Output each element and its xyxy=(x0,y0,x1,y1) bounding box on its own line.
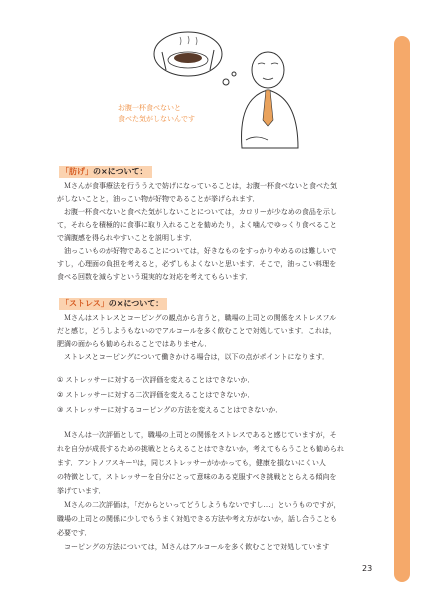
body-line: ます．アントノフスキー¹⁾は，同じストレッサーがかかっても，健康を損ないにくい人 xyxy=(57,459,326,467)
thought-bubble-dot xyxy=(223,79,229,85)
man-thinking-about-steak-illustration xyxy=(146,30,306,150)
body-line: 職場の上司との関係に少しでもうまく対処できる方法や考え方がないか，話し合うことも xyxy=(57,515,337,523)
list-item: ② ストレッサーに対する二次評価を変えることはできないか． xyxy=(57,391,255,399)
body-line: コーピングの方法については，Ｍさんはアルコールを多く飲むことで対処しています xyxy=(57,543,330,551)
thought-bubble-dot xyxy=(232,72,236,76)
heading-accent: 「ストレス」 xyxy=(61,299,109,308)
body-line: の特徴として，ストレッサーを自分にとって意味のある克服すべき挑戦ととらえる傾向を xyxy=(57,473,337,481)
body-line: すし，心理面の負担を考えると，必ずしもよくないと思います．そこで，油っこい料理を xyxy=(57,260,337,268)
body-line: 必要です． xyxy=(57,529,92,537)
page-number: 23 xyxy=(362,564,373,573)
body-line: がしないことと，油っこい物が好物であることが挙げられます． xyxy=(57,195,260,203)
body-line: 油っこいものが好物であることについては，好きなものをすっかりやめるのは難しいで xyxy=(57,247,337,255)
body-line: Ｍさんは一次評価として，職場の上司との関係をストレスであると感じていますが，そ xyxy=(57,431,337,439)
body-line: 挙げています． xyxy=(57,487,106,495)
heading-rest: の×について： xyxy=(108,299,164,308)
body-line: て，それらを積極的に食事に取り入れることを勧めたり，よく噛んでゆっくり食べること xyxy=(57,221,337,229)
body-line: れを自分が成長するための挑戦ととらえることはできないか，考えてもらうことも勧められ xyxy=(57,445,344,453)
illustration-caption xyxy=(118,103,238,125)
body-line: 食べる回数を減らすという現実的な対応を考えてもらいます． xyxy=(57,273,253,281)
man-head xyxy=(252,52,284,88)
body-line: ストレスとコーピングについて働きかける場合は，以下の点がポイントになります． xyxy=(57,353,329,361)
list-item: ① ストレッサーに対する一次評価を変えることはできないか． xyxy=(57,376,255,384)
side-tab-decoration xyxy=(394,36,410,582)
list-item: ③ ストレッサーに対するコーピングの方法を変えることはできないか． xyxy=(57,406,283,414)
caption-line: お腹一杯食べないと xyxy=(118,104,181,112)
section-heading-stress xyxy=(59,298,167,310)
body-line: Ｍさんの二次評価は，「だからといってどうしようもないですし…」というものですが， xyxy=(57,501,341,509)
caption-line: 食べた気がしないんです xyxy=(118,115,195,123)
body-line: で満腹感を得られやすいことを説明します． xyxy=(57,234,197,242)
body-line: Ｍさんが食事療法を行ううえで妨げになっていることは，お腹一杯食べないと食べた気 xyxy=(57,182,337,190)
section-heading-hindrance xyxy=(59,166,152,178)
body-line: 肥満の面からも勧められることではありません． xyxy=(57,340,212,348)
body-line: お腹一杯食べないと食べた気がしないことについては，カロリーが少なめの食品を示し xyxy=(57,208,337,216)
heading-accent: 「肪げ」 xyxy=(61,167,93,176)
body-line: だと感じ，どうしようもないのでアルコールを多く飲むことで対処しています．これは， xyxy=(57,327,337,335)
body-line: Ｍさんはストレスとコーピングの観点から言うと，職場の上司との関係をストレスフル xyxy=(57,314,337,322)
heading-rest: の×について： xyxy=(93,167,148,176)
steak-icon xyxy=(174,53,202,63)
